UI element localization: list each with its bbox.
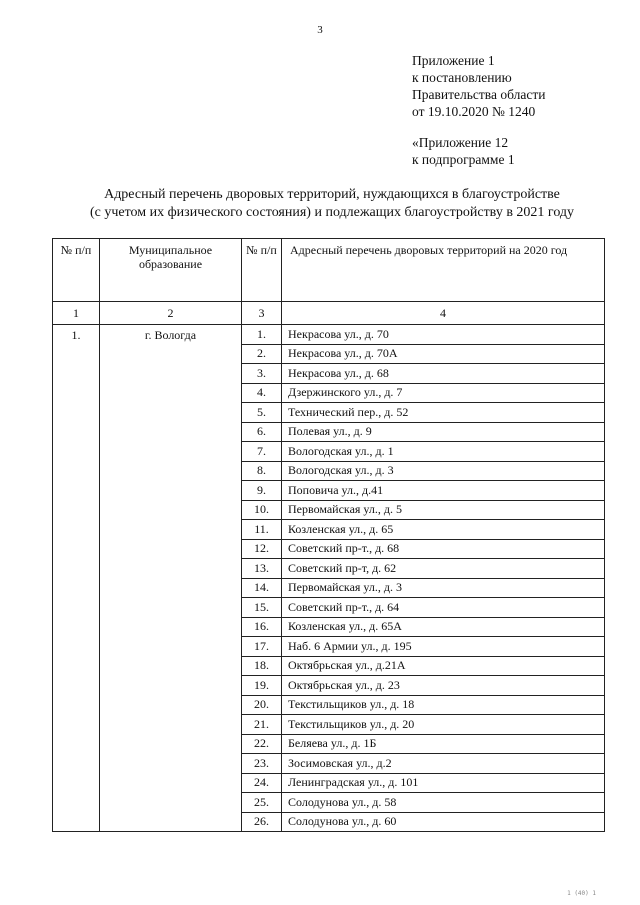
page-number: 3 (317, 24, 323, 36)
row-number: 16. (242, 617, 282, 637)
appendix-line: от 19.10.2020 № 1240 (412, 104, 536, 119)
address-cell: Вологодская ул., д. 3 (282, 461, 605, 481)
row-number: 7. (242, 442, 282, 462)
table-header-row (53, 239, 605, 302)
appendix-line: «Приложение 12 (412, 135, 509, 150)
address-cell: Дзержинского ул., д. 7 (282, 383, 605, 403)
address-cell: Солодунова ул., д. 60 (282, 812, 605, 832)
row-number: 18. (242, 656, 282, 676)
group-number: 1. (53, 325, 100, 832)
row-number: 1. (242, 325, 282, 345)
row-number: 3. (242, 364, 282, 384)
header-cell: № п/п (242, 239, 282, 302)
header-cell: № п/п (53, 239, 100, 302)
document-title (0, 186, 640, 222)
row-number: 26. (242, 812, 282, 832)
row-number: 11. (242, 520, 282, 540)
column-number: 4 (282, 302, 605, 325)
column-number: 1 (53, 302, 100, 325)
corner-mark: 1 (40) 1 (567, 890, 596, 897)
row-number: 24. (242, 773, 282, 793)
row-number: 4. (242, 383, 282, 403)
address-cell: Технический пер., д. 52 (282, 403, 605, 423)
municipality-cell: г. Вологда (100, 325, 242, 832)
address-cell: Зосимовская ул., д.2 (282, 754, 605, 774)
address-cell: Беляева ул., д. 1Б (282, 734, 605, 754)
row-number: 17. (242, 637, 282, 657)
appendix-line: Правительства области (412, 87, 546, 102)
address-cell: Некрасова ул., д. 70А (282, 344, 605, 364)
address-cell: Поповича ул., д.41 (282, 481, 605, 501)
appendix-line: к подпрограмме 1 (412, 152, 515, 167)
row-number: 22. (242, 734, 282, 754)
address-cell: Наб. 6 Армии ул., д. 195 (282, 637, 605, 657)
row-number: 12. (242, 539, 282, 559)
row-number: 6. (242, 422, 282, 442)
header-cell: Адресный перечень дворовых территорий на 2020 год (282, 239, 605, 302)
address-cell: Вологодская ул., д. 1 (282, 442, 605, 462)
address-cell: Октябрьская ул., д.21А (282, 656, 605, 676)
column-number-row (53, 302, 605, 325)
table-row (53, 325, 605, 345)
row-number: 15. (242, 598, 282, 618)
header-cell: Муниципальное образование (100, 239, 242, 302)
row-number: 23. (242, 754, 282, 774)
row-number: 13. (242, 559, 282, 579)
row-number: 10. (242, 500, 282, 520)
address-cell: Первомайская ул., д. 3 (282, 578, 605, 598)
row-number: 14. (242, 578, 282, 598)
address-cell: Советский пр-т, д. 62 (282, 559, 605, 579)
address-cell: Козленская ул., д. 65 (282, 520, 605, 540)
address-cell: Полевая ул., д. 9 (282, 422, 605, 442)
row-number: 9. (242, 481, 282, 501)
address-cell: Ленинградская ул., д. 101 (282, 773, 605, 793)
column-number: 2 (100, 302, 242, 325)
address-cell: Некрасова ул., д. 68 (282, 364, 605, 384)
appendix-block-2 (412, 134, 515, 168)
appendix-line: к постановлению (412, 70, 512, 85)
row-number: 25. (242, 793, 282, 813)
appendix-block-1 (412, 52, 545, 120)
row-number: 8. (242, 461, 282, 481)
address-cell: Текстильщиков ул., д. 20 (282, 715, 605, 735)
appendix-line: Приложение 1 (412, 53, 495, 68)
row-number: 2. (242, 344, 282, 364)
address-cell: Солодунова ул., д. 58 (282, 793, 605, 813)
title-line: Адресный перечень дворовых территорий, нуждающихся в благоустройстве (104, 187, 560, 202)
title-line: (с учетом их физического состояния) и подлежащих благоустройству в 2021 году (89, 205, 575, 220)
address-cell: Советский пр-т., д. 68 (282, 539, 605, 559)
row-number: 19. (242, 676, 282, 696)
address-cell: Текстильщиков ул., д. 18 (282, 695, 605, 715)
address-cell: Советский пр-т., д. 64 (282, 598, 605, 618)
row-number: 20. (242, 695, 282, 715)
address-cell: Октябрьская ул., д. 23 (282, 676, 605, 696)
address-cell: Некрасова ул., д. 70 (282, 325, 605, 345)
row-number: 21. (242, 715, 282, 735)
address-table (52, 238, 605, 832)
row-number: 5. (242, 403, 282, 423)
address-cell: Первомайская ул., д. 5 (282, 500, 605, 520)
column-number: 3 (242, 302, 282, 325)
address-cell: Козленская ул., д. 65А (282, 617, 605, 637)
